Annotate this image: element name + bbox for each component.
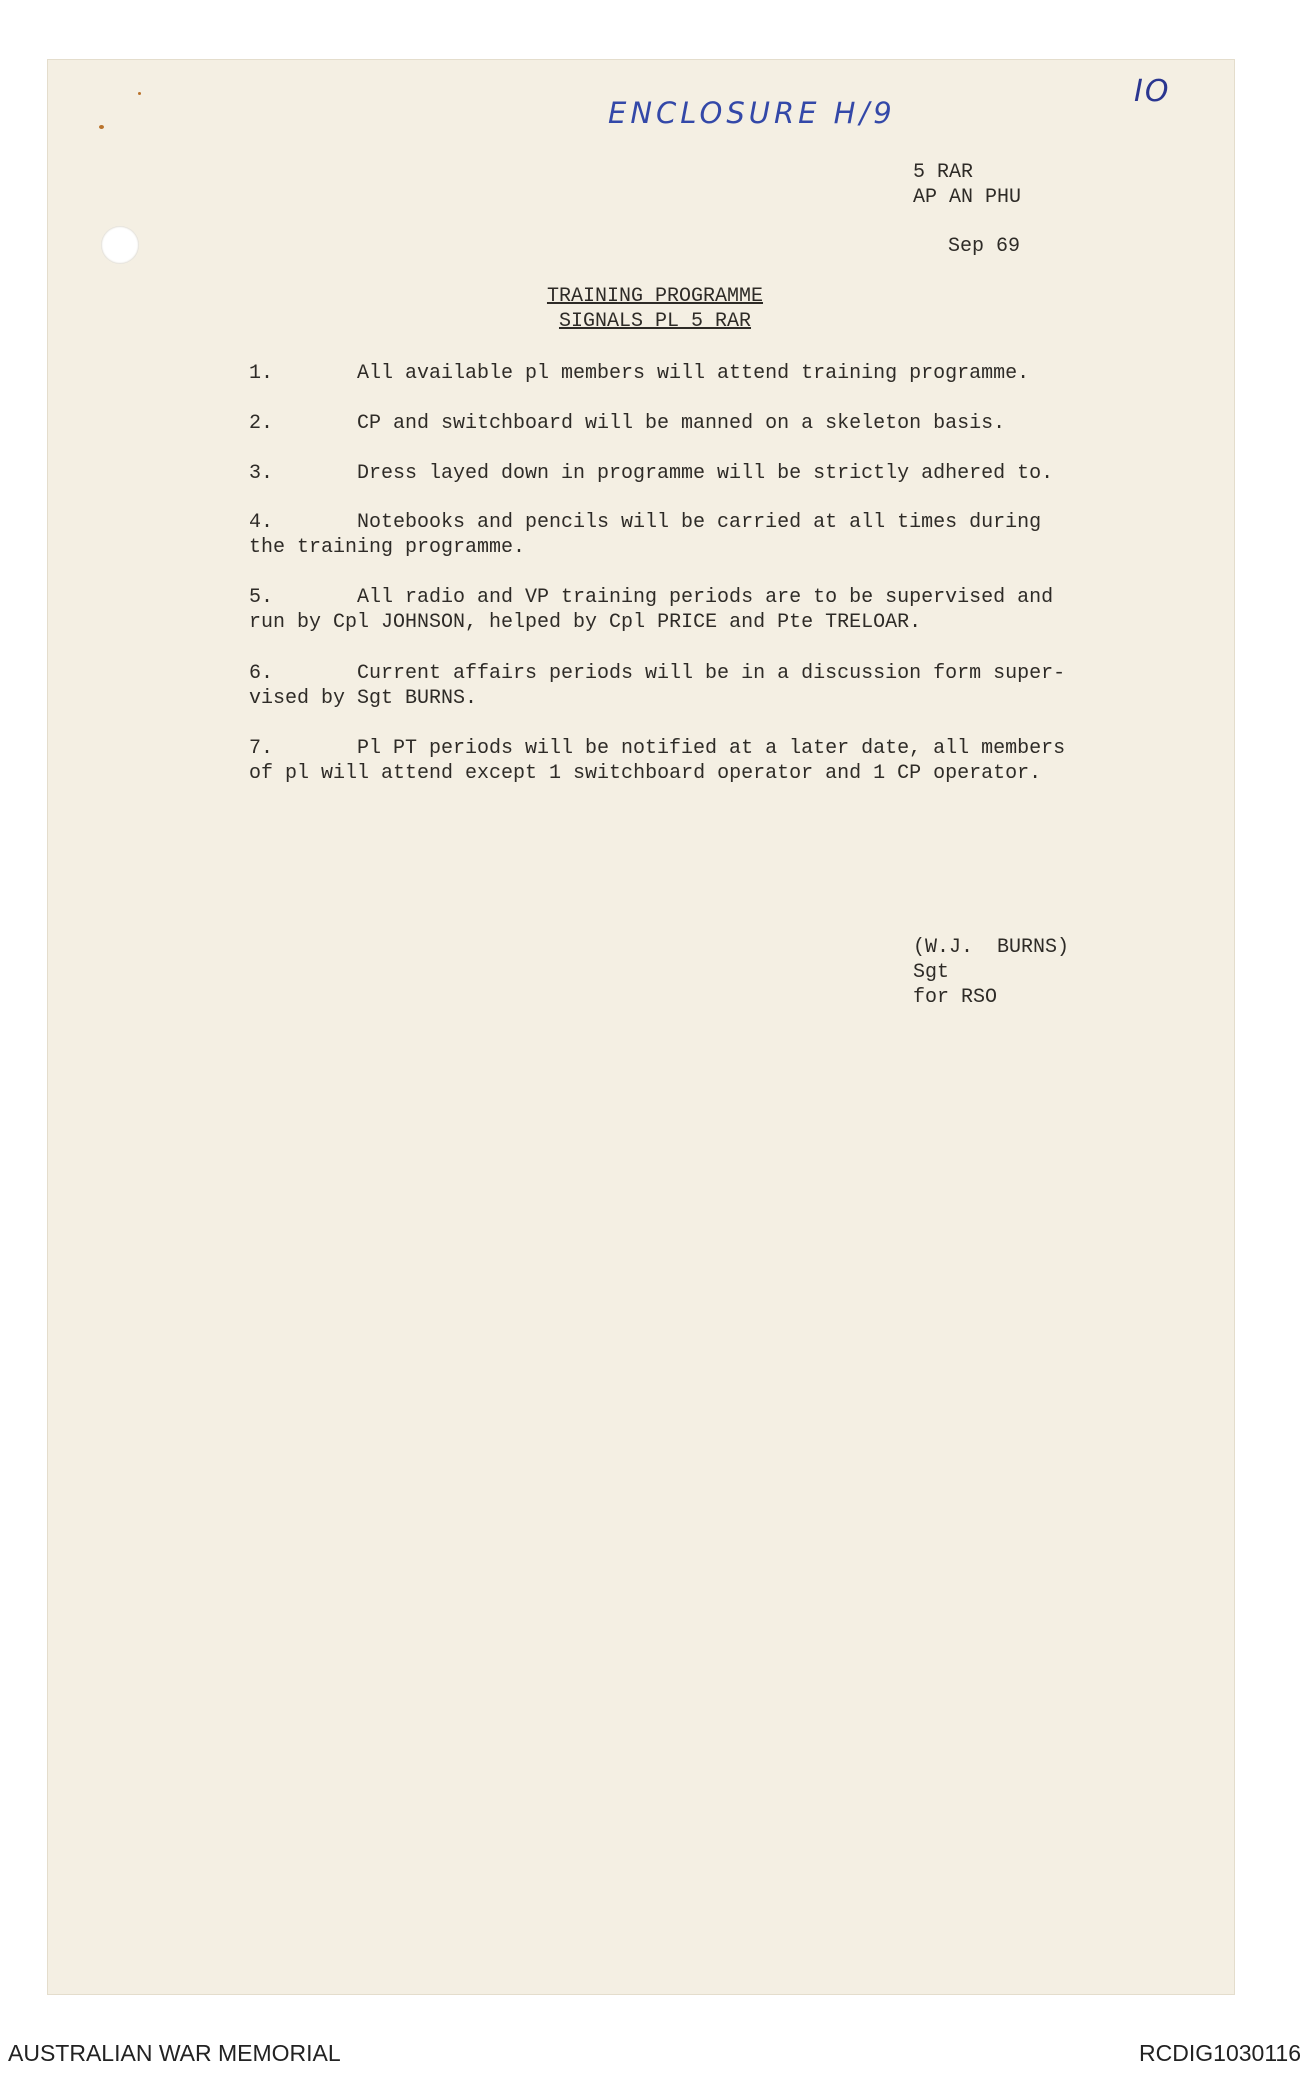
paragraph-number: 5. xyxy=(249,586,274,609)
paragraph-5 xyxy=(249,585,1089,635)
signatory-rank: Sgt xyxy=(913,961,950,984)
signature-block xyxy=(913,935,1069,1010)
unit-address xyxy=(913,160,1021,210)
paragraph-number: 7. xyxy=(249,737,274,760)
paragraph-1 xyxy=(249,361,1089,386)
archive-id: RCDIG1030116 xyxy=(1139,2040,1301,2066)
paper-mark xyxy=(138,92,141,95)
paragraph-6 xyxy=(249,661,1089,711)
handwritten-enclosure-note: ENCLOSURE H/9 xyxy=(608,96,896,130)
paragraph-number: 4. xyxy=(249,511,274,534)
paragraph-4 xyxy=(249,510,1089,560)
paper-mark xyxy=(99,125,104,129)
paragraph-text: Current affairs periods will be in a discussion form super- xyxy=(357,662,1066,685)
punch-hole xyxy=(101,226,139,264)
paragraph-text: CP and switchboard will be manned on a skeleton basis. xyxy=(357,412,1006,435)
paragraph-text: Pl PT periods will be notified at a later date, all members xyxy=(357,737,1066,760)
paragraph-continuation: the training programme. xyxy=(249,536,526,559)
paragraph-text: All radio and VP training periods are to be supervised and xyxy=(357,586,1054,609)
signatory-role: for RSO xyxy=(913,986,998,1009)
paragraph-text: All available pl members will attend training programme. xyxy=(357,362,1030,385)
paragraph-number: 6. xyxy=(249,662,274,685)
unit-location: AP AN PHU xyxy=(913,186,1022,209)
document-date: Sep 69 xyxy=(948,235,1021,258)
paragraph-2 xyxy=(249,411,1089,436)
paragraph-7 xyxy=(249,736,1089,786)
document-page xyxy=(48,60,1234,1994)
paragraph-3 xyxy=(249,461,1089,486)
unit-name: 5 RAR xyxy=(913,161,974,184)
paragraph-number: 3. xyxy=(249,462,274,485)
title-line-2: SIGNALS PL 5 RAR xyxy=(558,310,752,333)
paragraph-text: Notebooks and pencils will be carried at all times during xyxy=(357,511,1042,534)
paragraph-number: 1. xyxy=(249,362,274,385)
paragraph-number: 2. xyxy=(249,412,274,435)
paragraph-continuation: of pl will attend except 1 switchboard operator and 1 CP operator. xyxy=(249,762,1042,785)
paragraph-continuation: vised by Sgt BURNS. xyxy=(249,687,478,710)
signatory-name: (W.J. BURNS) xyxy=(913,936,1070,959)
paragraph-text: Dress layed down in programme will be strictly adhered to. xyxy=(357,462,1054,485)
archive-credit: AUSTRALIAN WAR MEMORIAL xyxy=(8,2040,341,2066)
title-line-1: TRAINING PROGRAMME xyxy=(546,285,764,308)
handwritten-corner-mark: IO xyxy=(1134,74,1171,109)
paragraph-continuation: run by Cpl JOHNSON, helped by Cpl PRICE and Pte TRELOAR. xyxy=(249,611,922,634)
